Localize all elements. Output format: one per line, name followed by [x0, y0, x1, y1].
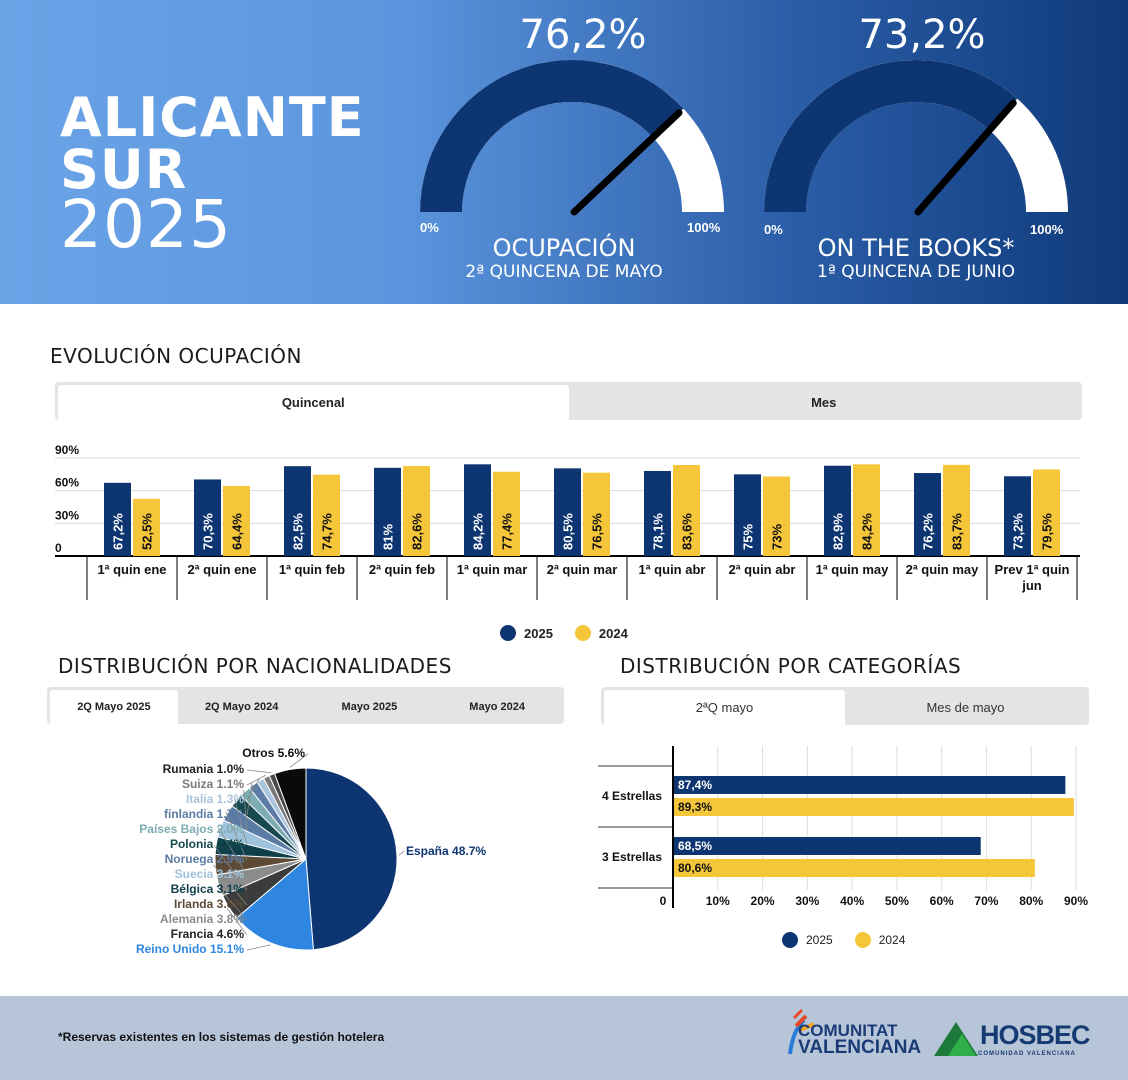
footnote: *Reservas existentes en los sistemas de gestión hotelera	[58, 1030, 385, 1044]
title-line-3: 2025	[60, 186, 232, 263]
evo-label-2024-0: 52,5%	[139, 513, 155, 550]
cat-bar-2025-0	[674, 776, 1065, 794]
evo-label-2025-8: 82,9%	[830, 513, 846, 550]
gauge-0-fill	[420, 60, 683, 212]
evo-label-2025-1: 70,3%	[200, 513, 216, 550]
evo-xtick-10-0: Prev 1ª quin	[994, 562, 1070, 577]
pie-label-3: Alemania 3.8%	[159, 912, 244, 926]
evo-ytick-0: 0	[55, 541, 62, 555]
pie-label-0: España 48.7%	[406, 844, 487, 858]
evo-xtick-0-0: 1ª quin ene	[97, 562, 167, 577]
pie-slice-0	[306, 768, 397, 950]
pie-label-2: Francia 4.6%	[170, 927, 244, 941]
gauge-books-label	[756, 234, 1076, 282]
cat-bar-2024-1	[674, 859, 1035, 877]
evo-label-2025-9: 76,2%	[920, 513, 936, 550]
categories-bar-chart	[590, 740, 1100, 920]
evo-label-2024-5: 76,5%	[589, 513, 605, 550]
cat-value-2024-0: 89,3%	[678, 800, 713, 814]
gauge-ocupacion	[420, 60, 724, 212]
categories-title: DISTRIBUCIÓN POR CATEGORÍAS	[620, 654, 962, 678]
title-line-2: SUR	[60, 138, 188, 201]
cat-legend-dot-2024	[855, 932, 871, 948]
cat-xtick-7: 70%	[974, 894, 999, 908]
pie-label-12: Suiza 1.1%	[181, 777, 244, 791]
evo-label-2024-7: 73%	[769, 523, 785, 550]
evo-xtick-7-0: 2ª quin abr	[728, 562, 796, 577]
cat-legend-2024	[855, 932, 906, 948]
tab-quincenal[interactable]: Quincenal	[58, 385, 569, 420]
gauge-books-min: 0%	[764, 222, 783, 237]
hosbec-logo-text: HOSBEC	[980, 1020, 1090, 1050]
gauge-books-subtitle: 1ª QUINCENA DE JUNIO	[817, 262, 1015, 282]
evo-xtick-10-1: jun	[1022, 578, 1042, 593]
cat-xtick-0: 0	[659, 894, 667, 908]
cat-value-2025-0: 87,4%	[678, 778, 713, 792]
evo-xtick-9-0: 2ª quin may	[905, 562, 979, 577]
cat-xtick-6: 60%	[929, 894, 954, 908]
title-line-1: ALICANTE	[60, 86, 365, 149]
pie-leader-13	[247, 770, 271, 773]
evo-label-2024-10: 79,5%	[1039, 513, 1055, 550]
evo-label-2025-2: 82,5%	[290, 513, 306, 550]
evo-label-2025-0: 67,2%	[110, 513, 126, 550]
cat-xtick-8: 80%	[1019, 894, 1044, 908]
gauge-ocupacion-min: 0%	[420, 220, 439, 235]
evo-label-2024-3: 82,6%	[409, 513, 425, 550]
evo-ytick-3: 90%	[55, 443, 80, 457]
cat-xtick-5: 50%	[884, 894, 909, 908]
nationalities-tabs	[47, 687, 564, 724]
evo-label-2024-9: 83,7%	[949, 513, 965, 550]
tab-2q-mayo-2024[interactable]: 2Q Mayo 2024	[204, 701, 279, 713]
evo-label-2024-4: 77,4%	[499, 513, 515, 550]
evo-xtick-4-0: 1ª quin mar	[456, 562, 528, 577]
legend-2025	[500, 625, 553, 641]
evo-ytick-1: 30%	[55, 508, 80, 523]
pie-label-6: Suecia 3.1%	[174, 867, 244, 881]
evolution-legend	[500, 625, 640, 641]
evo-label-2025-4: 84,2%	[470, 513, 486, 550]
pie-label-9: Países Bajos 2.0%	[139, 822, 244, 836]
gauge-ocupacion-subtitle: 2ª QUINCENA DE MAYO	[465, 262, 663, 282]
cat-legend-2025	[782, 932, 833, 948]
evo-xtick-3-0: 2ª quin feb	[368, 562, 436, 577]
evo-label-2025-10: 73,2%	[1010, 513, 1026, 550]
pie-label-4: Irlanda 3.6%	[173, 897, 244, 911]
logo-line-2: VALENCIANA	[798, 1037, 922, 1058]
nationalities-pie-chart	[40, 735, 580, 965]
gauge-1-fill	[764, 60, 1017, 212]
evolution-tabs	[55, 382, 1082, 420]
cat-bar-2025-1	[674, 837, 981, 855]
cat-legend-label-2024: 2024	[878, 933, 906, 947]
cat-xtick-2: 20%	[750, 894, 775, 908]
tab-mayo-2025[interactable]: Mayo 2025	[341, 701, 398, 713]
cat-bar-2024-0	[674, 798, 1074, 816]
tab-mes[interactable]: Mes	[811, 395, 837, 410]
evolution-bar-chart	[0, 430, 1128, 610]
pie-label-10: finlandia 1.7%	[163, 807, 244, 821]
evo-xtick-8-0: 1ª quin may	[815, 562, 889, 577]
gauge-books-max: 100%	[1030, 222, 1064, 237]
evo-label-2025-7: 75%	[740, 523, 756, 550]
header-banner	[0, 0, 1128, 304]
legend-dot-2024	[575, 625, 591, 641]
legend-label-2024: 2024	[598, 625, 628, 641]
gauge-0-needle	[574, 113, 679, 212]
tab-2q-mayo[interactable]: 2ªQ mayo	[604, 690, 845, 725]
evo-label-2025-6: 78,1%	[650, 513, 666, 550]
pie-label-11: Italia 1.3%	[185, 792, 244, 806]
footer	[0, 996, 1128, 1080]
pie-label-1: Reino Unido 15.1%	[135, 942, 244, 956]
cat-xtick-1: 10%	[705, 894, 730, 908]
evo-label-2025-5: 80,5%	[560, 513, 576, 550]
gauge-ocupacion-title: OCUPACIÓN	[492, 234, 636, 262]
gauge-books-title: ON THE BOOKS*	[817, 234, 1015, 262]
legend-dot-2025	[500, 625, 516, 641]
pie-label-5: Bélgica 3.1%	[170, 882, 244, 896]
evo-ytick-2: 60%	[55, 475, 80, 490]
cat-label-1: 3 Estrellas	[601, 850, 662, 864]
evo-xtick-6-0: 1ª quin abr	[638, 562, 706, 577]
pie-leader-0	[399, 851, 404, 855]
cat-value-2024-1: 80,6%	[678, 861, 713, 875]
legend-label-2025: 2025	[524, 625, 553, 641]
evo-label-2025-3: 81%	[380, 523, 396, 550]
evo-label-2024-8: 84,2%	[859, 513, 875, 550]
gauge-ocupacion-max: 100%	[687, 220, 721, 235]
gauge-1-needle	[918, 103, 1013, 212]
evo-label-2024-2: 74,7%	[319, 513, 335, 550]
evo-xtick-5-0: 2ª quin mar	[546, 562, 618, 577]
cat-xtick-9: 90%	[1063, 894, 1089, 908]
pie-label-7: Noruega 2.9%	[164, 852, 244, 866]
gauge-books-value: 73,2%	[858, 12, 986, 58]
cat-xtick-4: 40%	[840, 894, 865, 908]
pie-label-8: Polonia 2.4%	[169, 837, 244, 851]
tab-mayo-2024[interactable]: Mayo 2024	[469, 701, 525, 713]
evo-label-2024-6: 83,6%	[679, 513, 695, 550]
gauge-ocupacion-value: 76,2%	[519, 12, 647, 58]
tab-mes-de-mayo[interactable]: Mes de mayo	[926, 700, 1005, 715]
comunitat-valenciana-logo-text	[798, 1022, 921, 1056]
hosbec-logo-subtitle: COMUNIDAD VALENCIANA	[978, 1051, 1076, 1057]
evolution-title: EVOLUCIÓN OCUPACIÓN	[50, 344, 302, 368]
cat-xtick-3: 30%	[795, 894, 820, 908]
pie-label-13: Rumania 1.0%	[162, 762, 244, 776]
nationalities-title: DISTRIBUCIÓN POR NACIONALIDADES	[58, 654, 452, 678]
pie-leader-1	[247, 945, 270, 950]
cat-legend-dot-2025	[782, 932, 798, 948]
categories-tabs	[601, 687, 1089, 725]
legend-2024	[575, 625, 628, 641]
cat-label-0: 4 Estrellas	[601, 789, 662, 803]
gauge-on-the-books	[764, 60, 1068, 212]
logo-line-1: COMUNITAT	[798, 1021, 898, 1040]
evo-label-2024-1: 64,4%	[229, 513, 245, 550]
evo-xtick-2-0: 1ª quin feb	[278, 562, 346, 577]
gauge-ocupacion-label	[404, 234, 724, 282]
cat-value-2025-1: 68,5%	[678, 839, 713, 853]
tab-2q-mayo-2025[interactable]: 2Q Mayo 2025	[50, 690, 178, 724]
pie-label-14: Otros 5.6%	[242, 746, 305, 760]
evo-xtick-1-0: 2ª quin ene	[187, 562, 257, 577]
cat-legend-label-2025: 2025	[806, 933, 833, 947]
categories-legend	[782, 932, 917, 948]
